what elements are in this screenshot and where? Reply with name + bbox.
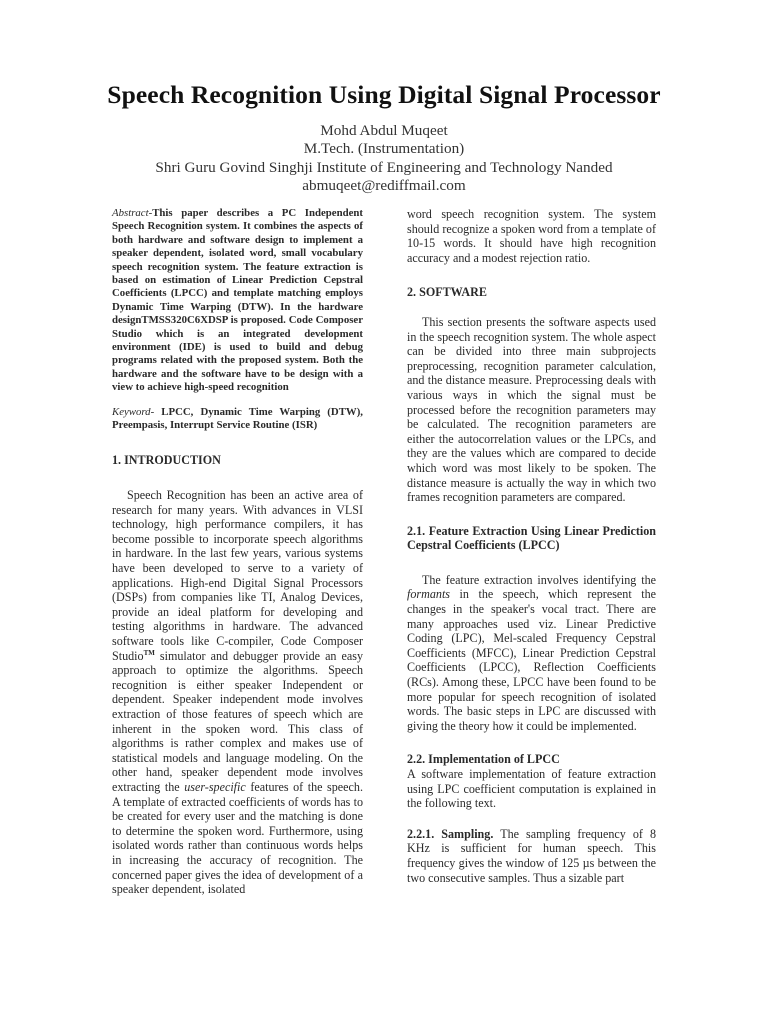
keywords-label: Keyword- [112,405,155,418]
sampling-paragraph [407,827,656,885]
sampling-text: The sampling frequency of 8 KHz is sufficient for human speech. This frequency gives the window of 125 µs between the two consecutive samples. Thus a sizable part [407,826,656,885]
intro-continuation: word speech recognition system. The system should recognize a spoken word from a template of 10-15 words. It should have high recognition accuracy and a modest rejection ratio. [407,207,656,265]
author-degree: M.Tech. (Instrumentation) [303,140,465,158]
keywords-text: LPCC, Dynamic Time Warping (DTW), Preempasis, Interrupt Service Routine (ISR) [112,405,363,432]
software-paragraph: This section presents the software aspects used in the speech recognition system. The whole aspect can be divided into three main subprojects preprocessing, recognition parameter calculation, and the distance measure. Preprocessing deals with various ways in which the signal must be processed before the recognition parameters may be calculated. The recognition parameters are either the autocorrelation values or the LPCs, and they are the values which are compared to decide which word was most likely to be spoken. The distance measure is actually the way in which two frames recognition parameters are compared. [407,314,656,505]
section-heading-introduction: 1. INTRODUCTION [112,452,221,467]
paper-title: Speech Recognition Using Digital Signal Processor [107,80,661,109]
intro-text-1: Speech Recognition has been an active area of research for many years. With advances in VLSI technology, high performance compilers, it has become possible to incorporate speech algorithms in hardware. In the last few years, various systems have been developed to serve to a variety of applications. High-end Digital Signal Processors (DSPs) from companies like TI, Analog Devices, provide an ideal platform for developing and testing algorithms in hardware. The advanced software tools like C-compiler, Code Composer Studio [112,488,363,663]
fe-formants: formants [407,587,451,602]
author-institute: Shri Guru Govind Singhji Institute of Engineering and Technology Nanded [155,158,613,176]
section-heading-software: 2. SOFTWARE [407,285,487,300]
fe-text-2: in the speech, which represent the changes in the speaker's vocal tract. There are many approaches used viz. Linear Predictive Coding (LPC), Mel-scaled Frequency Cepstral Coefficients (MFCC), Linear Prediction Cepstral Coefficients (LPCC), Reflection Coefficients (RCs). Among these, LPCC have been found to be more popular for speech recognition of isolated words. The basic steps in LPC are discussed with giving the theory how it could be implemented. [407,587,656,733]
abstract [112,207,363,395]
author-block [0,122,768,195]
abstract-label: Abstract- [112,207,153,219]
trademark-mark: TM [143,648,155,657]
abstract-text: This paper describes a PC Independent Speech Recognition system. It combines the aspects of both hardware and software design to implement a speaker dependent, isolated word, small vocabulary speech recognition system. The feature extraction is based on estimation of Linear Prediction Cepstral Coefficients (LPCC) and template matching employs Dynamic Time Warping (DTW). In the hardware designTMSS320C6XDSP is proposed. Code Composer Studio which is an integrated development environment (IDE) is used to build and debug programs related with the proposed system. Both the hardware and the software have to be design with a view to achieve high-speed recognition [112,207,363,394]
intro-user-specific: user-specific [184,779,246,794]
right-column [407,207,656,885]
fe-text-1: The feature extraction involves identifying the [422,572,656,587]
author-email: abmuqeet@rediffmail.com [302,176,466,194]
left-column [112,207,363,897]
implementation-paragraph: A software implementation of feature extraction using LPC coefficient computation is explained in the following text. [407,767,656,811]
intro-text-2: simulator and debugger provide an easy approach to optimize the algorithms. Speech recognition is either speaker Independent or dependent. Speaker independent mode involves extraction of those features of speech which are inherent in the spoken word. This class of algorithms is rather complex and makes use of statistical models and language modeling. On the other hand, speaker dependent mode involves extracting the [112,648,363,794]
keywords [112,406,363,433]
intro-text-3: features of the speech. A template of extracted coefficients of words has to be created for every user and the matching is done to determine the spoken word. Furthermore, using isolated words rather than continuous words helps in increasing the accuracy of recognition. The concerned paper gives the idea of development of a speaker dependent, isolated [112,779,363,897]
section-heading-implementation: 2.2. Implementation of LPCC [407,752,560,767]
section-heading-feature-extraction: 2.1. Feature Extraction Using Linear Prediction Cepstral Coefficients (LPCC) [407,523,656,553]
feature-extraction-paragraph [407,573,656,734]
introduction-paragraph [112,488,363,897]
sampling-heading: 2.2.1. Sampling. [407,826,494,841]
author-name: Mohd Abdul Muqeet [320,122,448,139]
